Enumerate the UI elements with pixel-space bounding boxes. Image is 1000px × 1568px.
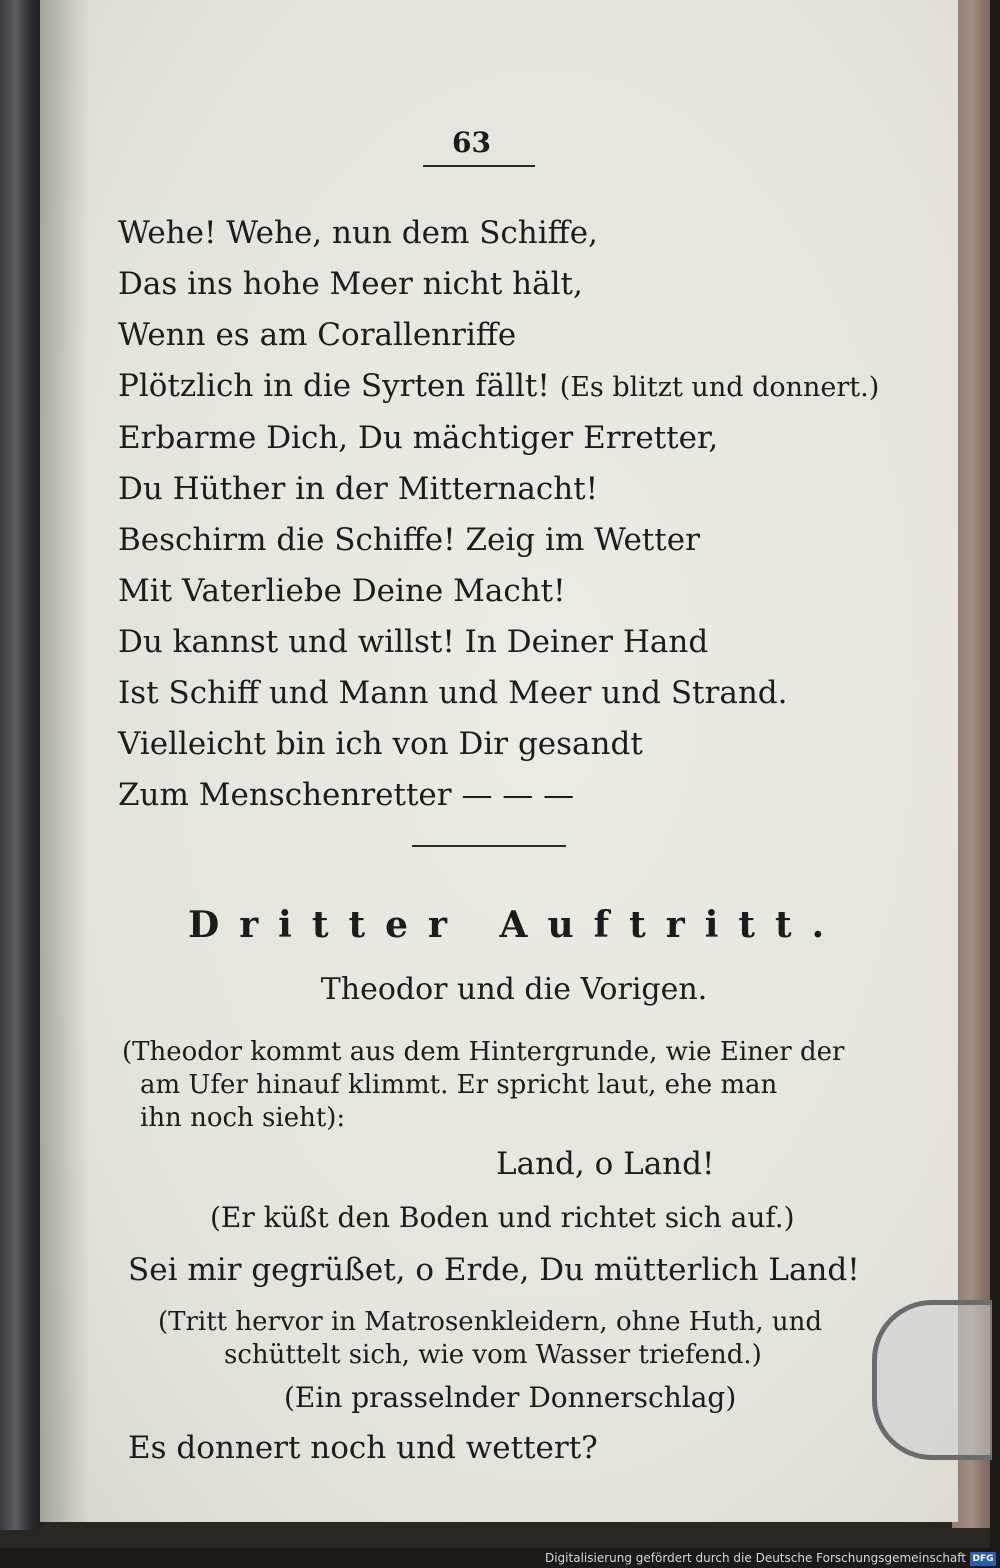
speech-line: Es donnert noch und wettert? (128, 1430, 598, 1466)
verse-line: Ist Schiff und Mann und Meer und Strand. (118, 675, 788, 711)
verse-line: Mit Vaterliebe Deine Macht! (118, 573, 566, 609)
stage-direction-line: am Ufer hinauf klimmt. Er spricht laut, ehe man (140, 1070, 778, 1100)
dfg-logo: DFG (970, 1552, 996, 1566)
verse-line: Beschirm die Schiffe! Zeig im Wetter (118, 522, 700, 558)
verse-line: Erbarme Dich, Du mächtiger Erretter, (118, 420, 719, 456)
stage-direction-line: schüttelt sich, wie vom Wasser triefend.) (224, 1340, 762, 1370)
verse-line: Das ins hohe Meer nicht hält, (118, 266, 583, 302)
verse-line: Du kannst und willst! In Deiner Hand (118, 624, 709, 660)
speech-line: Sei mir gegrüßet, o Erde, Du mütterlich Land! (128, 1252, 860, 1288)
verse-line: Wenn es am Corallenriffe (118, 317, 517, 353)
stage-direction-line: ihn noch sieht): (140, 1103, 346, 1133)
page-number: 63 (452, 126, 491, 159)
verse-line: Vielleicht bin ich von Dir gesandt (118, 726, 643, 762)
stage-direction-line: (Tritt hervor in Matrosenkleidern, ohne Huth, und (158, 1307, 823, 1337)
stage-direction-line: (Theodor kommt aus dem Hintergrunde, wie Einer der (122, 1037, 845, 1067)
verse-line: Zum Menschenretter — — — (118, 777, 575, 813)
book-page (40, 0, 958, 1522)
inline-stage-direction: (Es blitzt und donnert.) (559, 372, 880, 403)
character-list: Theodor und die Vorigen. (320, 972, 708, 1007)
section-divider (412, 845, 566, 847)
digitization-credit: Digitalisierung gefördert durch die Deutsche Forschungsgemeinschaft (544, 1551, 966, 1565)
verse-line: Du Hüther in der Mitternacht! (118, 471, 599, 507)
speech-line: Land, o Land! (496, 1146, 715, 1182)
stage-direction (158, 1306, 878, 1372)
verse-line: Wehe! Wehe, nun dem Schiffe, (118, 215, 598, 251)
verse-line-text: Plötzlich in die Syrten fällt! (118, 368, 550, 404)
stage-direction: (Er küßt den Boden und richtet sich auf.) (210, 1201, 795, 1234)
stage-direction (122, 1036, 867, 1135)
page-number-rule (423, 165, 535, 167)
verse-line (118, 361, 879, 413)
scene-heading: Dritter Auftritt. (188, 904, 845, 946)
stage-direction: (Ein prasselnder Donnerschlag) (284, 1381, 737, 1414)
verse-block (118, 208, 879, 821)
page-clip (872, 1300, 992, 1460)
book-spine-edge (0, 0, 44, 1530)
